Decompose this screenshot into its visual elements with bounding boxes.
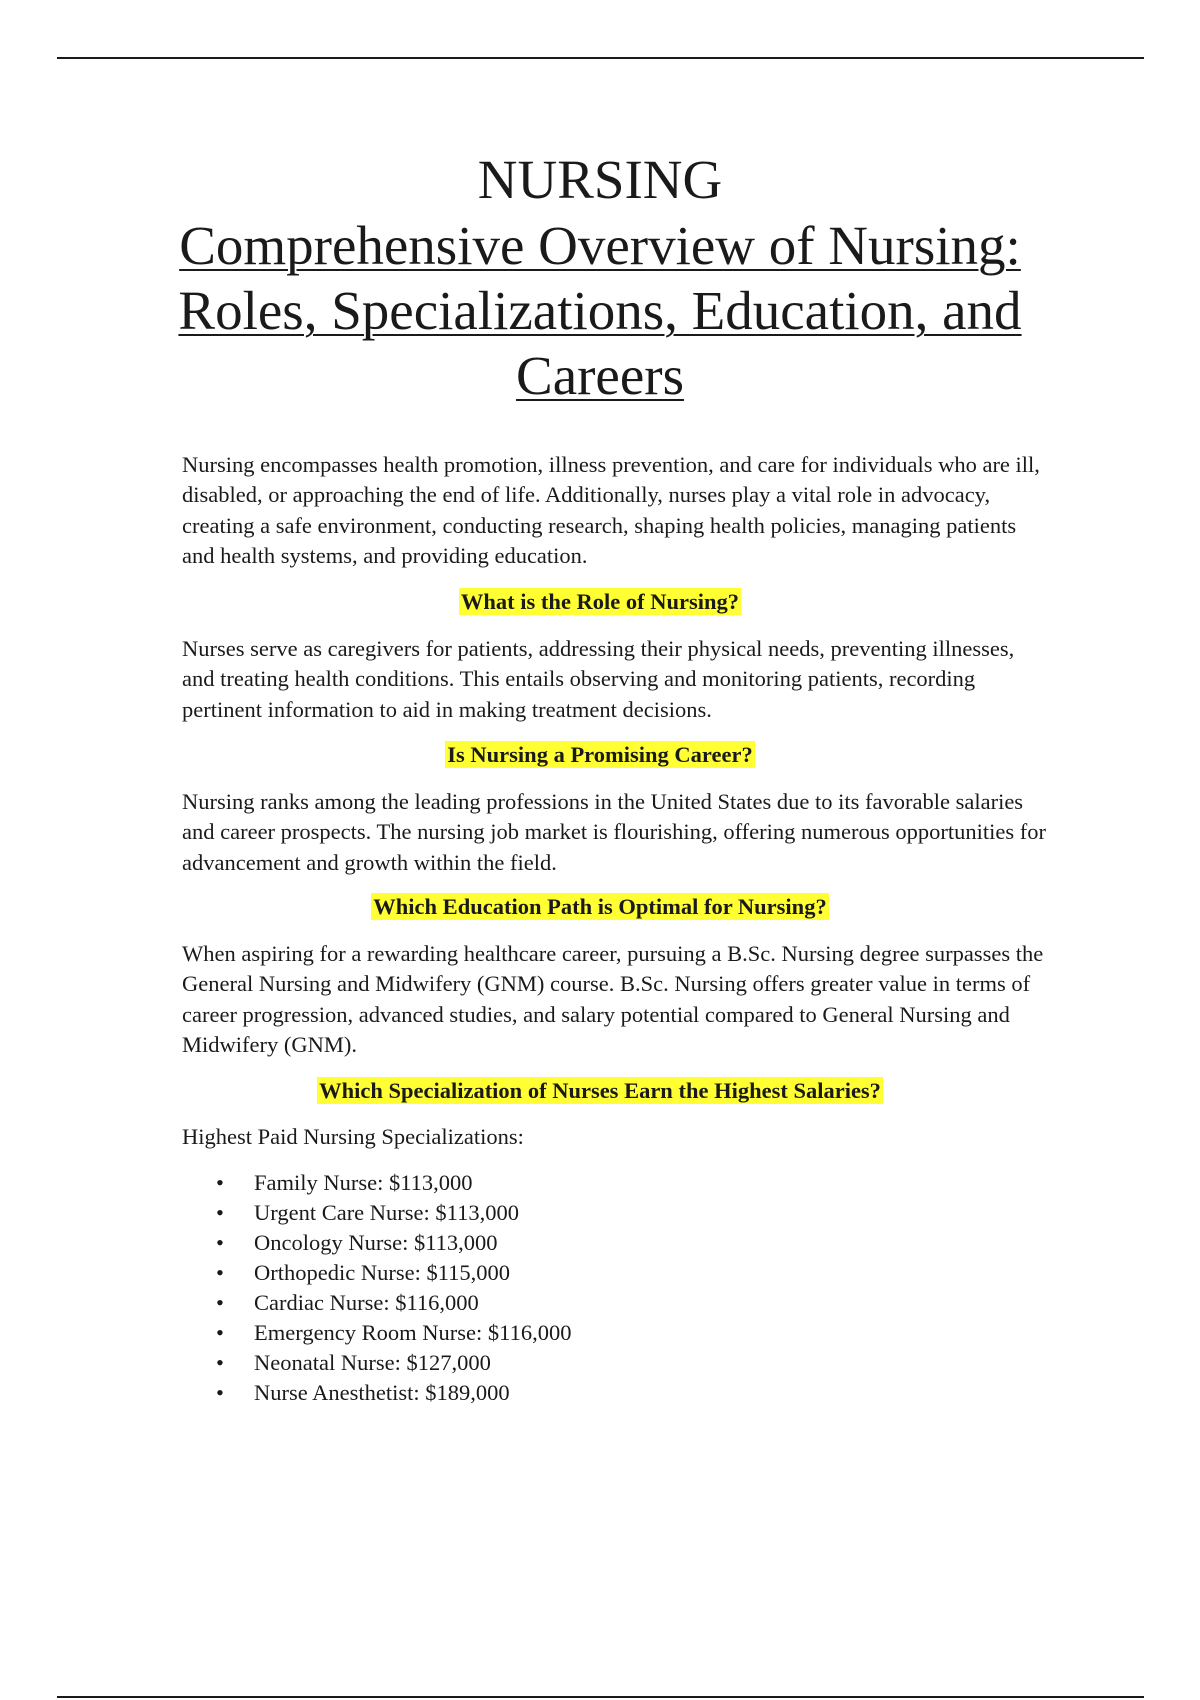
highlighted-heading-text: Which Education Path is Optimal for Nursing? [373,894,827,919]
salary-item-text: Neonatal Nurse: $127,000 [254,1350,491,1375]
intro-paragraph: Nursing encompasses health promotion, illness prevention, and care for individuals who are ill, disabled, or approaching the end of life. Additionally, nurses play a vital role in advocacy, creating a safe environment, conducting research, shaping health policies, managing patients and health systems, and providing education. [182,452,1040,568]
list-item [182,1318,571,1348]
bullet-icon: • [216,1200,224,1225]
bullet-icon: • [216,1380,224,1405]
list-item [182,1198,571,1228]
list-item [182,1378,571,1408]
salary-list [182,1168,571,1408]
section-body-education: When aspiring for a rewarding healthcare career, pursuing a B.Sc. Nursing degree surpasses the General Nursing and Midwifery (GNM) course. B.Sc. Nursing offers greater value in terms of career progression, advanced studies, and salary potential compared to General Nursing and Midwifery (GNM). [182,941,1044,1057]
bullet-icon: • [216,1230,224,1255]
document-subtitle: Comprehensive Overview of Nursing: Roles, Specializations, Education, and Careers [178,215,1022,406]
salary-item-text: Cardiac Nurse: $116,000 [254,1290,479,1315]
bottom-rule [57,1696,1144,1698]
section-body-career: Nursing ranks among the leading professions in the United States due to its favorable salaries and career prospects. The nursing job market is flourishing, offering numerous opportunities for advancement and growth within the field. [182,789,1046,875]
section-heading-salaries [0,1076,1200,1106]
top-rule [57,57,1144,59]
highlighted-heading-text: Is Nursing a Promising Career? [447,742,753,767]
salary-item-text: Nurse Anesthetist: $189,000 [254,1380,510,1405]
bullet-icon: • [216,1320,224,1345]
highlighted-heading-text: What is the Role of Nursing? [460,589,740,614]
salary-item-text: Emergency Room Nurse: $116,000 [254,1320,572,1345]
bullet-icon: • [216,1350,224,1375]
section-heading-role [0,587,1200,617]
list-item [182,1348,571,1378]
list-item [182,1258,571,1288]
highlighted-heading-text: Which Specialization of Nurses Earn the Highest Salaries? [319,1078,881,1103]
list-item [182,1228,571,1258]
bullet-icon: • [216,1290,224,1315]
salary-item-text: Family Nurse: $113,000 [254,1170,473,1195]
bullet-icon: • [216,1260,224,1285]
section-heading-education [0,892,1200,922]
section-body-role: Nurses serve as caregivers for patients, addressing their physical needs, preventing illnesses, and treating health conditions. This entails observing and monitoring patients, recording pertinent information to aid in making treatment decisions. [182,636,1015,722]
list-item [182,1168,571,1198]
salary-item-text: Oncology Nurse: $113,000 [254,1230,498,1255]
section-heading-career [0,740,1200,770]
list-item [182,1288,571,1318]
salary-item-text: Urgent Care Nurse: $113,000 [254,1200,519,1225]
document-title: NURSING [477,149,723,210]
salary-item-text: Orthopedic Nurse: $115,000 [254,1260,510,1285]
bullet-icon: • [216,1170,224,1195]
salary-list-intro: Highest Paid Nursing Specializations: [182,1124,524,1149]
